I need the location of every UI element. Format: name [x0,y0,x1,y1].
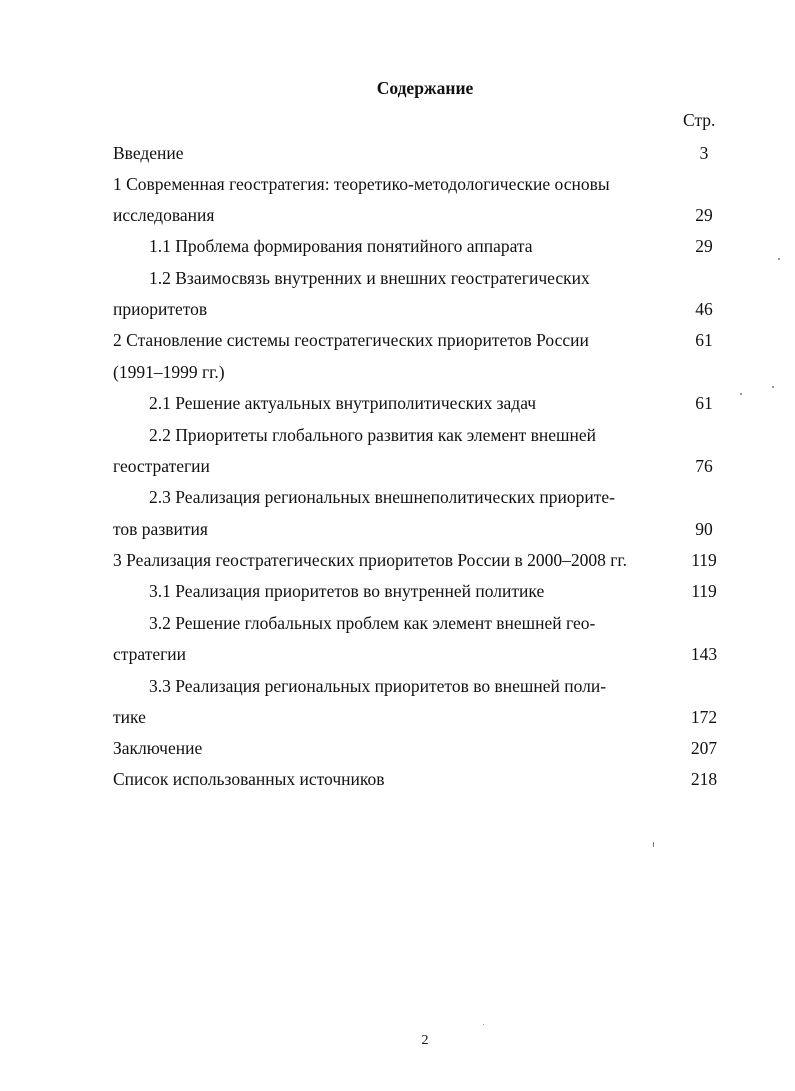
toc-entry-intro[interactable]: Введение [113,143,184,163]
page-title: Содержание [376,78,474,98]
toc-entry-section-3-2-line1[interactable]: 3.2 Решение глобальных проблем как элемент внешней гео- [149,613,596,633]
toc-entry-chapter-2-line2[interactable]: (1991–1999 гг.) [113,362,225,382]
toc-page-section-3-2: 143 [690,644,718,664]
scan-speck [653,842,654,847]
toc-page-section-1-2: 46 [695,299,713,319]
toc-page-intro: 3 [699,143,709,163]
toc-page-chapter-1: 29 [695,205,713,225]
toc-page-section-2-2: 76 [695,456,713,476]
scan-speck [483,1024,484,1025]
scan-speck [740,393,742,395]
toc-page-section-2-1: 61 [695,393,713,413]
toc-entry-section-2-2-line1[interactable]: 2.2 Приоритеты глобального развития как элемент внешней [149,425,597,445]
toc-entry-section-2-2-line2[interactable]: геостратегии [113,456,210,476]
toc-page-section-1-1: 29 [695,236,713,256]
toc-entry-section-3-1[interactable]: 3.1 Реализация приоритетов во внутренней политике [149,581,545,601]
toc-page-conclusion: 207 [690,738,718,758]
toc-entry-section-2-1[interactable]: 2.1 Решение актуальных внутриполитических задач [149,393,537,413]
toc-page-chapter-2: 61 [695,330,713,350]
scan-speck [772,386,774,388]
page-number: 2 [421,1033,429,1048]
toc-page-chapter-3: 119 [691,550,717,570]
toc-entry-chapter-2-line1[interactable]: 2 Становление системы геостратегических приоритетов России [113,330,589,350]
toc-entry-section-1-2-line2[interactable]: приоритетов [113,299,208,319]
toc-entry-section-3-3-line1[interactable]: 3.3 Реализация региональных приоритетов во внешней поли- [149,676,607,696]
toc-entry-section-2-3-line2[interactable]: тов развития [113,519,208,539]
page-column-label: Стр. [683,110,716,130]
toc-entry-chapter-1-line1[interactable]: 1 Современная геостратегия: теоретико-методологические основы [113,174,610,194]
toc-page-section-2-3: 90 [695,519,713,539]
toc-entry-section-1-1[interactable]: 1.1 Проблема формирования понятийного аппарата [149,236,533,256]
toc-page-sources: 218 [690,769,718,789]
toc-entry-chapter-3[interactable]: 3 Реализация геостратегических приоритетов России в 2000–2008 гг. [113,550,627,570]
toc-page-section-3-3: 172 [690,707,718,727]
toc-entry-section-1-2-line1[interactable]: 1.2 Взаимосвязь внутренних и внешних геостратегических [149,268,590,288]
toc-entry-section-3-2-line2[interactable]: стратегии [113,644,187,664]
toc-entry-section-2-3-line1[interactable]: 2.3 Реализация региональных внешнеполитических приорите- [149,487,615,507]
toc-entry-section-3-3-line2[interactable]: тике [113,707,146,727]
toc-entry-sources[interactable]: Список использованных источников [113,769,385,789]
toc-entry-chapter-1-line2[interactable]: исследования [113,205,215,225]
toc-entry-conclusion[interactable]: Заключение [113,738,203,758]
toc-page-section-3-1: 119 [691,581,717,601]
scan-speck [778,258,780,260]
